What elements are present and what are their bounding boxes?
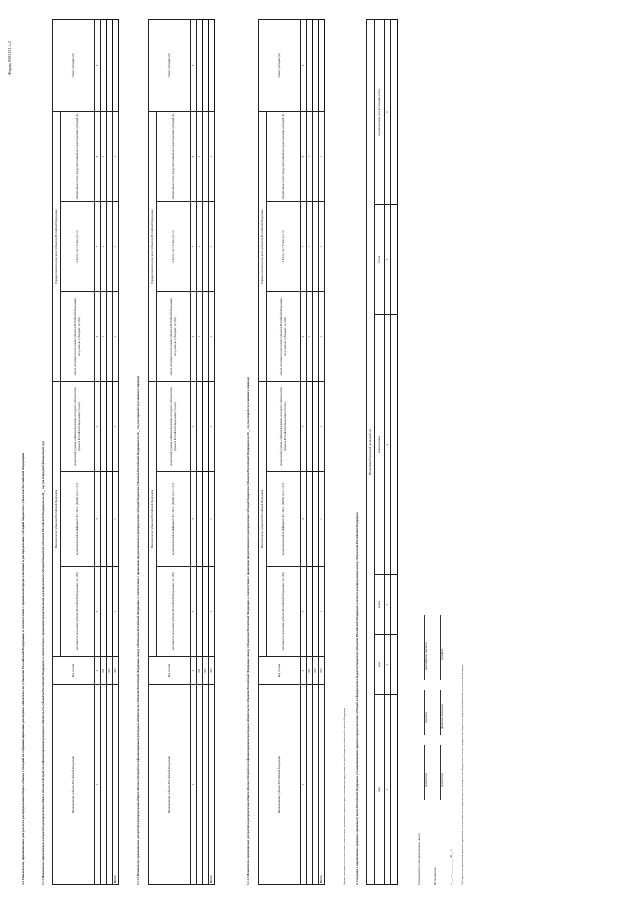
header-code: Код строки — [149, 657, 191, 685]
total-label: Итого — [209, 685, 215, 885]
col-num: 3 — [385, 575, 391, 635]
col-num: 4 — [95, 472, 101, 567]
acts-col-kind: вид — [375, 695, 385, 885]
x-cell: x — [319, 567, 325, 657]
header-c9: Объем субсидии (Si) — [149, 19, 191, 111]
col-num: 5 — [95, 381, 101, 471]
header-c9: Объем субсидии (Si) — [53, 19, 95, 111]
header-name: Наименование субъекта Российской Федерации — [149, 685, 191, 885]
x-cell: x — [307, 291, 313, 381]
header-part1: Показатели по субъектам Российской Федерации — [149, 381, 157, 656]
col-num: 8 — [301, 111, 307, 201]
x-cell: x — [209, 111, 215, 201]
col-num: 6 — [191, 291, 197, 381]
block-1-title: 3.1.1 Показатели, применяемые для расчета распределения общего объема субсидий на софинансирование расходных обязательств субъектов Российской Федерации, в соответствии с правилами предоставления и распределения субсидий бюджетам субъектов Российской Федерации на 20__ год (на очередной финансовый год) — [41, 441, 45, 885]
x-cell: x — [319, 291, 325, 381]
acts-col-title: наименование — [375, 315, 385, 575]
form-number: Форма 0503131 с.2 — [7, 41, 12, 75]
section-4-title: 4. Сведения о нормативных правовых (правовых) актах Российской Федерации, устанавливающих правила предоставления субсидий из федерального бюджета бюджетам субъектов Российской Федерации и (или) их распределения между субъектами Российской Федерации — [355, 512, 359, 885]
col-num: 1 — [95, 685, 101, 885]
col-num: 1 — [385, 695, 391, 885]
header-code: Код строки — [53, 657, 95, 685]
row-code: 002 — [107, 657, 113, 685]
x-cell: x — [319, 111, 325, 201]
header-part1: Показатели по субъектам Российской Федерации — [259, 381, 267, 656]
x-cell: x — [209, 381, 215, 471]
x-cell: x — [319, 381, 325, 471]
col-num: 5 — [385, 205, 391, 315]
header-c4: корректирующий коэффициент Ki = Rcp / (Ri/Ni) (гр.5 / гр.3) — [267, 472, 301, 567]
input-cell[interactable] — [391, 315, 398, 575]
header-part2: Единые показатели по всем субъектам Российской Федерации — [149, 111, 157, 381]
header-c4: корректирующий коэффициент Ki = Rcp / (Ri/Ni) (гр.5 / гр.3) — [157, 472, 191, 567]
x-cell: x — [307, 201, 313, 291]
col-num: 9 — [301, 19, 307, 111]
row-code: 001 — [101, 657, 107, 685]
header-part1: Показатели по субъектам Российской Федерации — [53, 381, 61, 656]
header-c5: предельный уровень софинансирования расходного обязательства субъекта Российской Федерации (Yi max) — [61, 381, 95, 471]
caption-fio: (фамилия, инициалы) — [441, 704, 444, 729]
total-label: Итого — [319, 685, 325, 885]
executor-label: Исполнитель — [433, 867, 437, 885]
section-3-1-title: 3.1 Показатели, применяемые для расчета распределения общего объема субсидий на софинансирование расходных обязательств субъектов Российской Федерации, в соответствии с правилами предоставления и распределения субсидий бюджетам субъектов Российской Федерации — [21, 453, 25, 885]
total-code: 900 — [209, 657, 215, 685]
header-c4: корректирующий коэффициент Ki = Rcp / (Ri/Ni) (гр.5 / гр.3) — [61, 472, 95, 567]
acts-col-article: статья — [375, 205, 385, 315]
header-code: Код строки — [259, 657, 301, 685]
input-cell[interactable] — [391, 575, 398, 635]
x-cell: x — [319, 472, 325, 567]
header-c5: предельный уровень софинансирования расходного обязательства субъекта Российской Федерации (Yi max) — [267, 381, 301, 471]
col-num: 7 — [95, 201, 101, 291]
caption-position: (должность) — [425, 772, 428, 787]
header-c8: общий объем затрат, предусмотренный на предоставление субсидий (S) — [61, 111, 95, 201]
col-num: 3 — [301, 567, 307, 657]
input-cell[interactable] — [391, 19, 398, 204]
col-num: 9 — [95, 19, 101, 111]
x-cell: x — [101, 201, 107, 291]
col-num: 2 — [385, 635, 391, 695]
acts-table — [366, 19, 398, 885]
x-cell: x — [209, 567, 215, 657]
acts-group-header: Нормативный правовой (правовой) акт — [367, 19, 375, 884]
sig-line — [440, 615, 441, 680]
col-num: 2 — [191, 657, 197, 685]
row-code: 001 — [307, 657, 313, 685]
header-c5: предельный уровень софинансирования расходного обязательства субъекта Российской Федерации (Yi max) — [157, 381, 191, 471]
col-num: 1 — [301, 685, 307, 885]
header-name: Наименование субъекта Российской Федерации — [53, 685, 95, 885]
col-num: 6 — [301, 291, 307, 381]
col-num: 4 — [301, 472, 307, 567]
col-num: 6 — [95, 291, 101, 381]
col-num: 7 — [191, 201, 197, 291]
header-part2: Единые показатели по всем субъектам Российской Федерации — [259, 111, 267, 381]
block-2-table — [148, 19, 215, 885]
acts-col-date: дата — [375, 635, 385, 695]
x-cell: x — [209, 472, 215, 567]
col-num: 8 — [95, 111, 101, 201]
x-cell: x — [319, 201, 325, 291]
col-num: 5 — [301, 381, 307, 471]
x-cell: x — [113, 111, 119, 201]
col-num: 4 — [385, 315, 391, 575]
x-cell: x — [197, 291, 203, 381]
x-cell: x — [113, 567, 119, 657]
x-cell: x — [113, 381, 119, 471]
col-num: 2 — [95, 657, 101, 685]
col-num: 3 — [95, 567, 101, 657]
header-c6: общая численность населения субъектов Российской Федерации, получающих субсидию, чел (Ni) — [157, 291, 191, 381]
header-c7: Σ Ki (гр. 4) × Yi max (гр. 5) — [157, 201, 191, 291]
x-cell: x — [197, 111, 203, 201]
head-label: Руководитель (уполномоченное лицо) — [417, 833, 421, 885]
x-cell: x — [209, 291, 215, 381]
col-num: 7 — [301, 201, 307, 291]
footnote-1: Данные заполняются в соответствии с показателями, указанными в правилах предоставления и распределения субсидий бюджетам субъектов Российской Федерации. — [343, 707, 346, 885]
input-cell[interactable] — [391, 635, 398, 695]
header-c3: численность населения субъекта Российской Федерации, чел (Ni) — [267, 567, 301, 657]
row-code: 002 — [313, 657, 319, 685]
row-code: 001 — [197, 657, 203, 685]
x-cell: x — [113, 201, 119, 291]
input-cell[interactable] — [319, 19, 325, 111]
col-num: 8 — [191, 111, 197, 201]
date-line: « ___ » __________ 20__ г. — [449, 848, 453, 885]
col-num: 4 — [191, 472, 197, 567]
acts-col-effective-date: предполагаемая дата вступления в силу — [375, 19, 385, 204]
x-cell: x — [307, 111, 313, 201]
input-cell[interactable] — [391, 695, 398, 885]
header-c6: общая численность населения субъектов Российской Федерации, получающих субсидию, чел (Ni) — [61, 291, 95, 381]
footnote-2: ¹ Для проектов нормативных правовых (правовых) актов указывается планируемая дата вступления в силу Федерального закона о федеральном бюджете на очередной финансовый год и на плановый период. — [461, 664, 464, 885]
x-cell: x — [197, 201, 203, 291]
x-cell: x — [113, 472, 119, 567]
header-part2: Единые показатели по всем субъектам Российской Федерации — [53, 111, 61, 381]
block-1-table — [52, 19, 119, 885]
caption-name: (расшифровка подписи) — [425, 642, 428, 670]
col-num: 3 — [191, 567, 197, 657]
col-num: 9 — [191, 19, 197, 111]
total-code: 900 — [113, 657, 119, 685]
row-code: 002 — [203, 657, 209, 685]
acts-col-number: номер — [375, 575, 385, 635]
input-cell[interactable] — [113, 19, 119, 111]
x-cell: x — [101, 291, 107, 381]
block-3-table — [258, 19, 325, 885]
input-cell[interactable] — [391, 205, 398, 315]
x-cell: x — [113, 291, 119, 381]
header-c6: общая численность населения субъектов Российской Федерации, получающих субсидию, чел (Ni) — [267, 291, 301, 381]
block-3-title: 3.1.1.3 Показатели, применяемые для расчета распределения общего объема субсидий на софинансирование расходных обязательств субъектов Российской Федерации между субъектами Российской Федерации, в соответствии с правилами предоставления и распределения субсидий бюджетам субъектов Российской Федерации на 20__ год (на второй год планового периода) — [246, 377, 250, 885]
caption-phone: (телефон) — [441, 648, 444, 660]
header-c3: численность населения субъекта Российской Федерации, чел (Ni) — [157, 567, 191, 657]
caption-position: (должность) — [441, 772, 444, 787]
header-c7: Σ Ki (гр. 4) × Yi max (гр. 5) — [61, 201, 95, 291]
header-c3: численность населения субъекта Российской Федерации, чел (Ni) — [61, 567, 95, 657]
header-c8: общий объем затрат, предусмотренный на предоставление субсидий (S) — [267, 111, 301, 201]
input-cell[interactable] — [209, 19, 215, 111]
caption-signature: (подпись) — [425, 711, 428, 723]
col-num: 5 — [191, 381, 197, 471]
x-cell: x — [209, 201, 215, 291]
total-code: 900 — [319, 657, 325, 685]
col-num: 2 — [301, 657, 307, 685]
col-num: 1 — [191, 685, 197, 885]
total-label: Итого — [113, 685, 119, 885]
col-num: 6 — [385, 19, 391, 204]
header-name: Наименование субъекта Российской Федерации — [259, 685, 301, 885]
block-2-title: 3.1.1.2 Показатели, применяемые для расчета распределения общего объема субсидий на софинансирование расходных обязательств субъектов Российской Федерации между субъектами Российской Федерации, в соответствии с правилами предоставления и распределения субсидий бюджетам субъектов Российской Федерации на 20__ год (на первый год планового периода) — [136, 376, 140, 885]
header-c9: Объем субсидии (Si) — [259, 19, 301, 111]
x-cell: x — [101, 111, 107, 201]
header-c8: общий объем затрат, предусмотренный на предоставление субсидий (S) — [157, 111, 191, 201]
header-c7: Σ Ki (гр. 4) × Yi max (гр. 5) — [267, 201, 301, 291]
